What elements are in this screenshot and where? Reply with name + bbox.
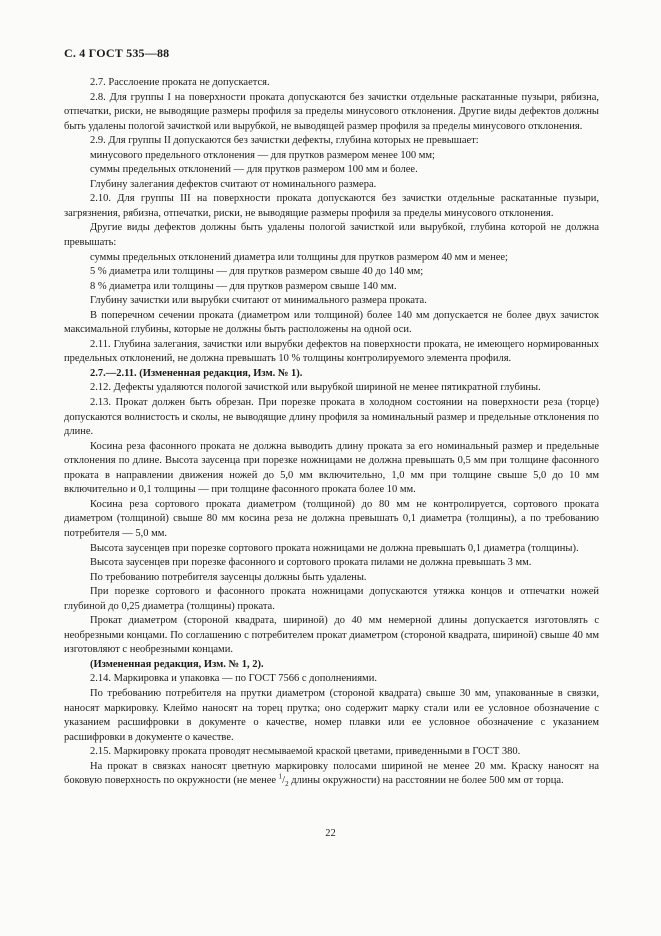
paragraph-2-10: 2.10. Для группы III на поверхности проката допускаются без зачистки отдельные раскатанные пузыри, загрязнения, рябизна, отпечатки, риски, не выводящие размеры профиля за пределы минусового отклонения. bbox=[64, 193, 599, 219]
paragraph-2-13-uncut-ends: Прокат диаметром (стороной квадрата, шириной) до 40 мм немерной длины допускается изготовлять с необрезными концами. По соглашению с потребителем прокат диаметром (стороной квадрата, шириной) свыше 40 мм изготовляют с необрезными концами. bbox=[64, 615, 599, 656]
paragraph-2-10-item-3: 8 % диаметра или толщины — для прутков размером свыше 140 мм. bbox=[90, 280, 397, 292]
paragraph-2-14: 2.14. Маркировка и упаковка — по ГОСТ 7566 с дополнениями. bbox=[90, 673, 377, 685]
paragraph-2-9-item-1: минусового предельного отклонения — для прутков размером менее 100 мм; bbox=[90, 149, 435, 161]
paragraph-2-13-burr-shears: Высота заусенцев при порезке сортового проката ножницами не должна превышать 0,1 диаметра (толщины). bbox=[90, 542, 579, 554]
fraction-numerator: 1 bbox=[278, 772, 283, 781]
paragraph-2-10-cross-section: В поперечном сечении проката (диаметром или толщиной) более 140 мм допускается не более двух зачисток максимальной глубины, которые не должны быть расположены на одной оси. bbox=[64, 309, 599, 336]
paragraph-2-9-note: Глубину залегания дефектов считают от номинального размера. bbox=[90, 178, 377, 190]
document-body bbox=[64, 76, 599, 789]
paragraph-2-11: 2.11. Глубина залегания, зачистки или вырубки дефектов на поверхности проката, не имеющего нормированных предельных отклонений, не должна превышать 10 % толщины контролируемого элемента профиля. bbox=[64, 338, 599, 365]
paragraph-2-13: 2.13. Прокат должен быть обрезан. При порезке проката в холодном состоянии на поверхности реза (торце) допускаются волнистость и сколы, не выводящие длину профиля за номинальный размер и предельные отклонения по длине. bbox=[64, 397, 599, 438]
color-marking-text-start: На прокат в связках наносят цветную маркировку полосами шириной не менее 20 мм. Краску наносят на боковую поверхность по окружности (не менее bbox=[64, 760, 599, 787]
amendment-note-2: (Измененная редакция, Изм. № 1, 2). bbox=[90, 658, 264, 670]
page-number: 22 bbox=[325, 828, 336, 839]
paragraph-2-9-item-2: суммы предельных отклонений — для прутков размером 100 мм и более. bbox=[90, 164, 418, 176]
paragraph-2-13-shear-marks: При порезке сортового и фасонного проката ножницами допускаются утяжка концов и отпечатки ножей глубиной до 0,25 диаметра (толщины) проката. bbox=[64, 586, 599, 612]
paragraph-2-7: 2.7. Расслоение проката не допускается. bbox=[90, 77, 270, 88]
paragraph-2-10-depth: Глубину зачистки или вырубки считают от минимального размера проката. bbox=[90, 295, 427, 307]
paragraph-2-14-marking: По требованию потребителя на прутки диаметром (стороной квадрата) свыше 30 мм, упакованные в связки, наносят маркировку. Клеймо наносят на торец прутка; оно содержит марку стали или ее условное обозначение с указанием расшифровки в документе о качестве, номер плавки или ее условное обозначение с указанием расшифровки в документе о качестве. bbox=[64, 687, 599, 743]
paragraph-2-15-color-marking: На прокат в связках наносят цветную маркировку полосами шириной не менее 20 мм. Краску наносят на боковую поверхность по окружности (не менее $^1/_2$ длины окружности) на расстоянии не более 500 мм от торца. bbox=[64, 760, 599, 789]
paragraph-2-10-defects: Другие виды дефектов должны быть удалены пологой зачисткой или вырубкой, глубина которой не должна превышать: bbox=[64, 222, 599, 249]
paragraph-2-13-shaped-cut: Косина реза фасонного проката не должна выводить длину проката за его номинальный размер и предельные отклонения по длине. Высота заусенца при порезке ножницами не должна превышать 0,5 мм при толщине фасонного проката в направлении движения ножей до 5,0 мм включительно, 1,0 мм при толщине свыше 5,0 до 10 мм включительно и 0,1 толщины — при толщине фасонного проката более 10 мм. bbox=[64, 440, 599, 496]
paragraph-2-12: 2.12. Дефекты удаляются пологой зачисткой или вырубкой шириной не менее пятикратной глубины. bbox=[90, 382, 541, 394]
fraction-denominator: 2 bbox=[285, 780, 289, 789]
amendment-note-1: 2.7.—2.11. (Измененная редакция, Изм. № 1). bbox=[90, 367, 303, 379]
paragraph-2-10-item-2: 5 % диаметра или толщины — для прутков размером свыше 40 до 140 мм; bbox=[90, 266, 424, 278]
paragraph-2-13-burr-removal: По требованию потребителя заусенцы должны быть удалены. bbox=[90, 571, 367, 583]
paragraph-2-8: 2.8. Для группы I на поверхности проката допускаются без зачистки отдельные раскатанные пузыри, рябизна, отпечатки, риски, не выводящие размеры профиля за пределы минусового отклонения. Другие виды дефектов должны быть удалены пологой зачисткой или вырубкой, не выводящей размер профиля за пределы минусового отклонения. bbox=[64, 91, 599, 132]
paragraph-2-9: 2.9. Для группы II допускаются без зачистки дефекты, глубина которых не превышает: bbox=[90, 135, 479, 147]
paragraph-2-13-burr-saw: Высота заусенцев при порезке фасонного и сортового проката пилами не должна превышать 3 мм. bbox=[90, 557, 532, 569]
paragraph-2-10-item-1: суммы предельных отклонений диаметра или толщины для прутков размером 40 мм и менее; bbox=[90, 251, 508, 263]
paragraph-2-13-bar-cut: Косина реза сортового проката диаметром (толщиной) до 80 мм не контролируется, сортового проката диаметром (толщиной) свыше 80 мм косина реза не должна превышать 0,1 диаметра (толщины), а по требованию потребителя — 5,0 мм. bbox=[64, 498, 599, 539]
page-header: С. 4 ГОСТ 535—88 bbox=[64, 46, 170, 60]
color-marking-text-end: длины окружности) на расстоянии не более 500 мм от торца. bbox=[291, 775, 564, 787]
paragraph-2-15: 2.15. Маркировку проката проводят несмываемой краской цветами, приведенными в ГОСТ 380. bbox=[90, 746, 521, 758]
